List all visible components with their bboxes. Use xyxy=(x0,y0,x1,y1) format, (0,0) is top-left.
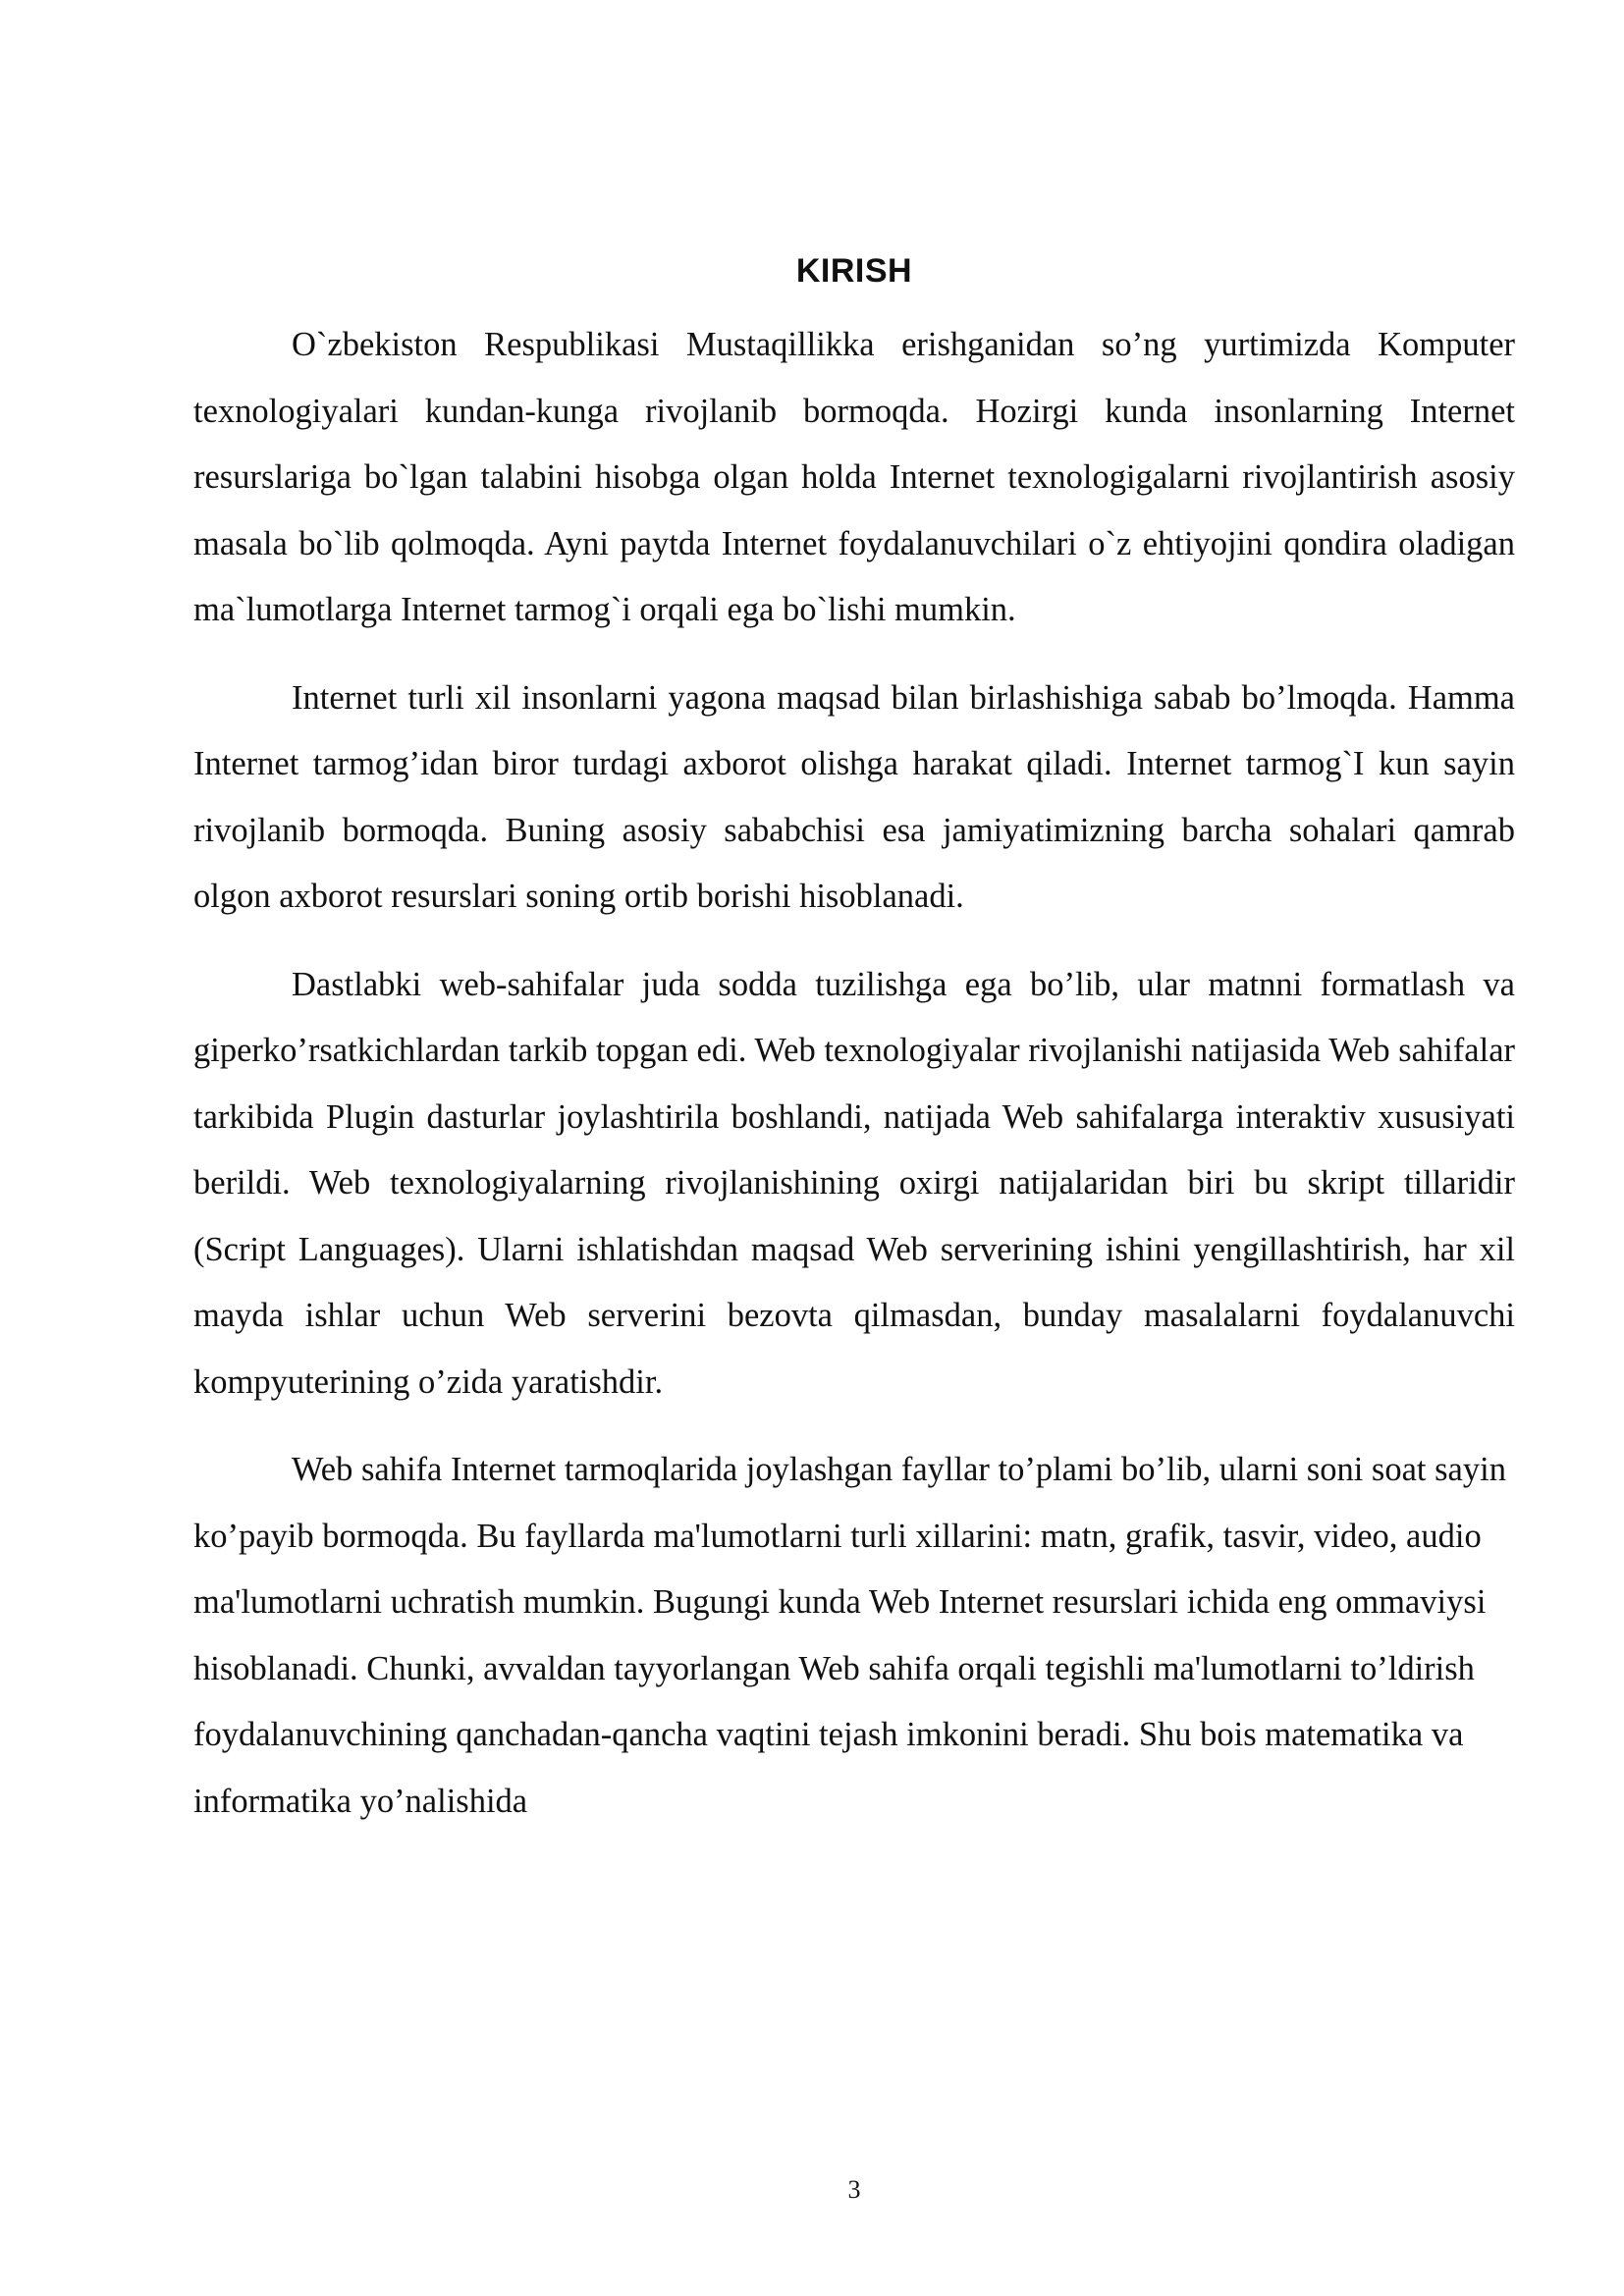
paragraph-3: Dastlabki web-sahifalar juda sodda tuzilishga ega bo’lib, ular matnni formatlash va giperko’rsatkichlardan tarkib topgan edi. Web texnologiyalar rivojlanishi natijasida Web sahifalar tarkibida Plugin dasturlar joylashtirila boshlandi, natijada Web sahifalarga interaktiv xususiyati berildi. Web texnologiyalarning rivojlanishining oxirgi natijalaridan biri bu skript tillaridir (Script Languages). Ularni ishlatishdan maqsad Web serverining ishini yengillashtirish, har xil mayda ishlar uchun Web serverini bezovta qilmasdan, bunday masalalarni foydalanuvchi kompyuterining o’zida yaratishdir. xyxy=(193,965,1515,1401)
paragraph-2: Internet turli xil insonlarni yagona maqsad bilan birlashishiga sabab bo’lmoqda. Hamma Internet tarmog’idan biror turdagi axborot olishga harakat qiladi. Internet tarmog`I kun sayin rivojlanib bormoqda. Buning asosiy sababchisi esa jamiyatimizning barcha sohalari qamrab olgon axborot resurslari soning ortib borishi hisoblanadi. xyxy=(193,678,1515,915)
document-body xyxy=(193,312,1515,1835)
paragraph-1: O`zbekiston Respublikasi Mustaqillikka erishganidan so’ng yurtimizda Komputer texnologiyalari kundan-kunga rivojlanib bormoqda. Hozirgi kunda insonlarning Internet resurslariga bo`lgan talabini hisobga olgan holda Internet texnologigalarni rivojlantirish asosiy masala bo`lib qolmoqda. Ayni paytda Internet foydalanuvchilari o`z ehtiyojini qondira oladigan ma`lumotlarga Internet tarmog`i orqali ega bo`lishi mumkin. xyxy=(193,326,1515,628)
paragraph-4: Web sahifa Internet tarmoqlarida joylashgan fayllar to’plami bo’lib, ularni soni soat sayin ko’payib bormoqda. Bu fayllarda ma'lumotlarni turli xillarini: matn, grafik, tasvir, video, audio ma'lumotlarni uchratish mumkin. Bugungi kunda Web Internet resurslari ichida eng ommaviysi hisoblanadi. Chunki, avvaldan tayyorlangan Web sahifa orqali tegishli ma'lumotlarni to’ldirish foydalanuvchining qanchadan-qancha vaqtini tejash imkonini beradi. Shu bois matematika va informatika yo’nalishida xyxy=(193,1451,1506,1820)
page-title: KIRISH xyxy=(795,252,913,290)
page-number: 3 xyxy=(847,2175,861,2204)
